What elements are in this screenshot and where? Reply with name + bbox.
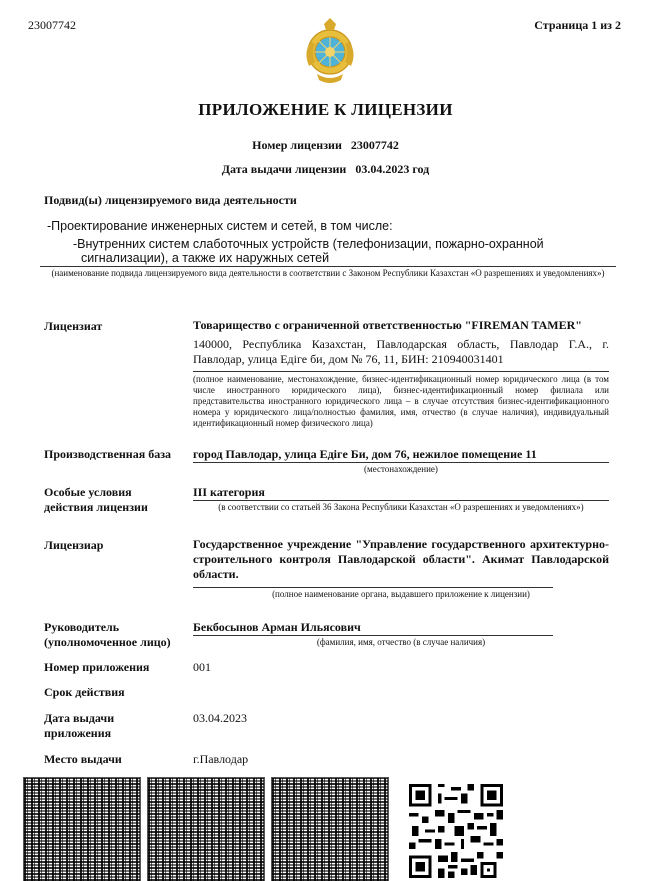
divider xyxy=(40,266,616,267)
place-value: г.Павлодар xyxy=(193,752,249,766)
activity-subitem-text: Внутренних систем слаботочных устройств (телефонизации, пожарно-охранной сигнализации), а также их наружных сетей xyxy=(77,237,544,265)
page-indicator: Страница 1 из 2 xyxy=(534,18,621,32)
divider xyxy=(193,462,609,463)
special-conditions-label: Особые условия действия лицензии xyxy=(44,485,148,514)
license-date: 03.04.2023 год xyxy=(355,162,430,176)
licensee-caption: (полное наименование, местонахождение, бизнес-идентификационный номер юридического лица (в том числе иностранного юридического лица), бизнес-идентификационный номер филиала или представительства иностранного юридического лица – в случае отсутствия бизнес-идентификационного номера у юридического лица/полностью фамилия, имя, отчество (в случае наличия), индивидуальный идентификационный номер физического лица) xyxy=(193,374,609,428)
barcode-icon xyxy=(272,778,388,881)
head-value: Бекбосынов Арман Ильясович xyxy=(193,620,361,634)
production-base-label: Производственная база xyxy=(44,447,172,461)
place-label: Место выдачи xyxy=(44,752,122,766)
licensor-label: Лицензиар xyxy=(44,538,104,552)
divider xyxy=(193,635,553,636)
state-emblem-icon xyxy=(297,18,363,90)
activity-subitem: -Внутренних систем слаботочных устройств (телефонизации, пожарно-охранной сигнализации), а также их наружных сетей xyxy=(73,237,544,265)
license-number-line xyxy=(0,138,651,153)
head-caption: (фамилия, имя, отчество (в случае наличия) xyxy=(316,637,486,647)
activity-item-text: Проектирование инженерных систем и сетей, в том числе: xyxy=(51,219,393,233)
barcode-icon xyxy=(24,778,140,881)
licensee-name: Товарищество с ограниченной ответственностью "FIREMAN TAMER" xyxy=(193,318,582,332)
appendix-date-label: Дата выдачи приложения xyxy=(44,711,115,740)
qr-code-icon xyxy=(409,783,503,879)
activity-caption: (наименование подвида лицензируемого вида деятельности в соответствии с Законом Республики Казахстан «О разрешениях и уведомлениях») xyxy=(51,268,605,278)
head-label: Руководитель (уполномоченное лицо) xyxy=(44,620,171,649)
license-date-label: Дата выдачи лицензии xyxy=(221,162,347,176)
appendix-number-label: Номер приложения xyxy=(44,660,150,674)
licensee-label: Лицензиат xyxy=(44,319,103,333)
activity-item: -Проектирование инженерных систем и сетей, в том числе: xyxy=(47,219,393,233)
activity-section-title: Подвид(ы) лицензируемого вида деятельности xyxy=(44,193,297,207)
production-base-caption: (местонахождение) xyxy=(364,464,438,474)
divider xyxy=(193,371,609,372)
page-title: ПРИЛОЖЕНИЕ К ЛИЦЕНЗИИ xyxy=(198,100,453,119)
appendix-number-value: 001 xyxy=(193,660,211,674)
divider xyxy=(193,587,553,588)
production-base-value: город Павлодар, улица Едігe Би, дом 76, нежилое помещение 11 xyxy=(193,447,537,461)
barcode-icon xyxy=(148,778,264,881)
divider xyxy=(193,500,609,501)
licensee-address: 140000, Республика Казахстан, Павлодарская область, Павлодар Г.А., г. Павлодар, улица Едіге би, дом № 76, 11, БИН: 210940031401 xyxy=(193,337,609,366)
special-conditions-value: III категория xyxy=(193,485,265,499)
licensor-caption: (полное наименование органа, выдавшего приложение к лицензии) xyxy=(272,589,530,599)
license-number: 23007742 xyxy=(350,138,399,152)
licensor-value: Государственное учреждение "Управление государственного архитектурно-строительного контроля Павлодарской области". Акимат Павлодарской области. xyxy=(193,537,609,581)
appendix-date-value: 03.04.2023 xyxy=(193,711,247,725)
document-id: 23007742 xyxy=(28,18,76,32)
validity-label: Срок действия xyxy=(44,685,125,699)
license-date-line xyxy=(0,162,651,177)
special-conditions-caption: (в соответствии со статьей 36 Закона Республики Казахстан «О разрешениях и уведомлениях») xyxy=(218,502,584,512)
license-number-label: Номер лицензии xyxy=(252,138,342,152)
